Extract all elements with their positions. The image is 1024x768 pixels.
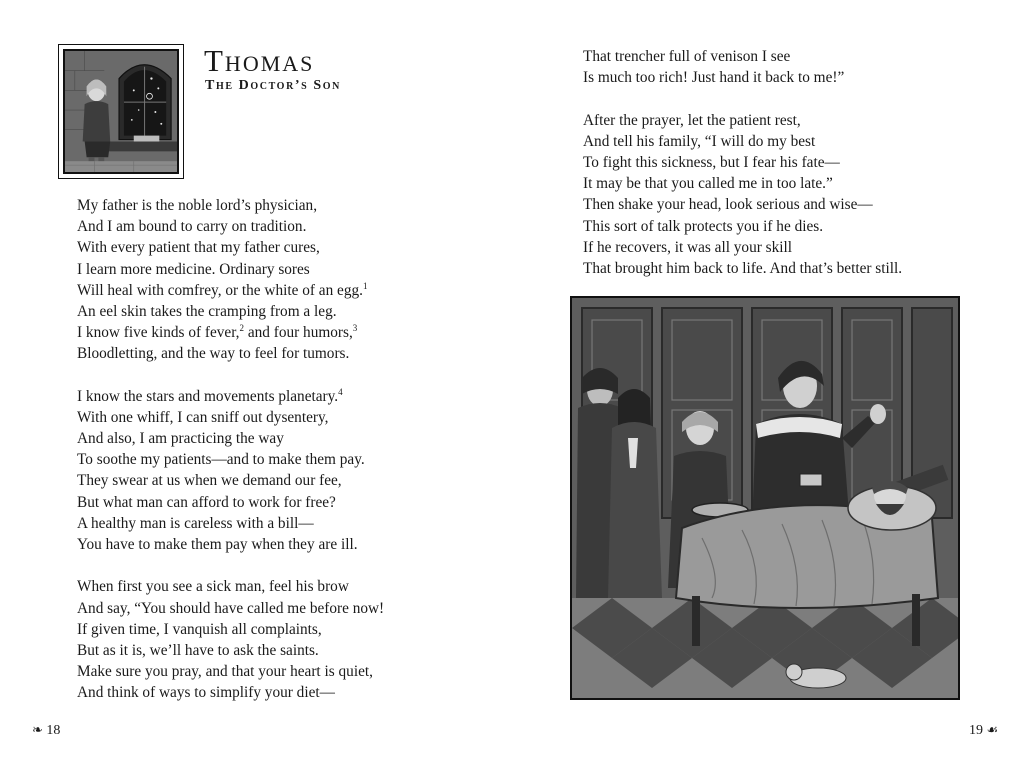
verse-line: But what man can afford to work for free? [77, 493, 336, 511]
footnote-marker: 2 [239, 323, 245, 334]
verse-line: You have to make them pay when they are ill. [77, 536, 358, 553]
footnote-marker: 3 [352, 323, 358, 334]
poem-title: Thomas [204, 43, 315, 78]
fleuron-icon: ❧ [32, 722, 43, 737]
verse-line: Then shake your head, look serious and wise— [583, 196, 873, 214]
page-number-right: 19 ☙ [969, 722, 999, 738]
poem-subtitle: The Doctor’s Son [205, 78, 341, 93]
poem-text-left [77, 195, 384, 704]
verse-line: If given time, I vanquish all complaints, [77, 620, 322, 638]
verse-line: After the prayer, let the patient rest, [583, 111, 801, 129]
verse-line: With every patient that my father cures, [77, 239, 320, 257]
verse-line: I learn more medicine. Ordinary sores [77, 260, 310, 278]
verse-line: If he recovers, it was all your skill [583, 238, 792, 256]
verse-line: With one whiff, I can sniff out dysentery, [77, 408, 329, 426]
verse-line: They swear at us when we demand our fee, [77, 472, 342, 490]
doctor-at-sickbed-illustration [572, 298, 958, 698]
verse-line: It may be that you called me in too late.” [583, 175, 833, 193]
footnote-marker: 1 [362, 280, 368, 291]
verse-line: Bloodletting, and the way to feel for tumors. [77, 345, 350, 363]
verse-line: I know five kinds of fever,$^2$ and four humors,$^3$ [77, 323, 358, 342]
verse-line: Make sure you pray, and that your heart is quiet, [77, 663, 373, 681]
verse-line: My father is the noble lord’s physician, [77, 197, 318, 214]
verse-line: Will heal with comfrey, or the white of an egg.$^1$ [77, 280, 368, 299]
verse-line: And I am bound to carry on tradition. [77, 218, 307, 236]
verse-line: And also, I am practicing the way [77, 430, 284, 448]
verse-line: When first you see a sick man, feel his brow [77, 578, 349, 596]
poem-text-right [583, 46, 902, 279]
verse-line: To soothe my patients—and to make them pay. [77, 451, 365, 469]
verse-line: That trencher full of venison I see [583, 48, 791, 65]
boy-at-window-illustration [65, 51, 177, 172]
verse-line: And think of ways to simplify your diet— [77, 684, 335, 702]
page-number-left: ❧ 18 [32, 722, 61, 738]
verse-line: To fight this sickness, but I fear his fate— [583, 153, 840, 171]
fleuron-icon: ☙ [986, 722, 999, 737]
verse-line: I know the stars and movements planetary.$^4$ [77, 386, 343, 405]
verse-line: That brought him back to life. And that’s better still. [583, 259, 903, 277]
verse-line: An eel skin takes the cramping from a leg. [77, 302, 337, 320]
verse-line: And tell his family, “I will do my best [583, 132, 816, 150]
verse-line: And say, “You should have called me before now! [77, 599, 385, 617]
verse-line: But as it is, we’ll have to ask the saints. [77, 641, 319, 659]
verse-line: Is much too rich! Just hand it back to me!” [583, 69, 845, 87]
verse-line: This sort of talk protects you if he dies. [583, 217, 824, 235]
footnote-marker: 4 [338, 386, 343, 397]
verse-line: A healthy man is careless with a bill— [77, 514, 314, 532]
header-illustration [58, 44, 184, 179]
sickbed-illustration [570, 296, 960, 700]
